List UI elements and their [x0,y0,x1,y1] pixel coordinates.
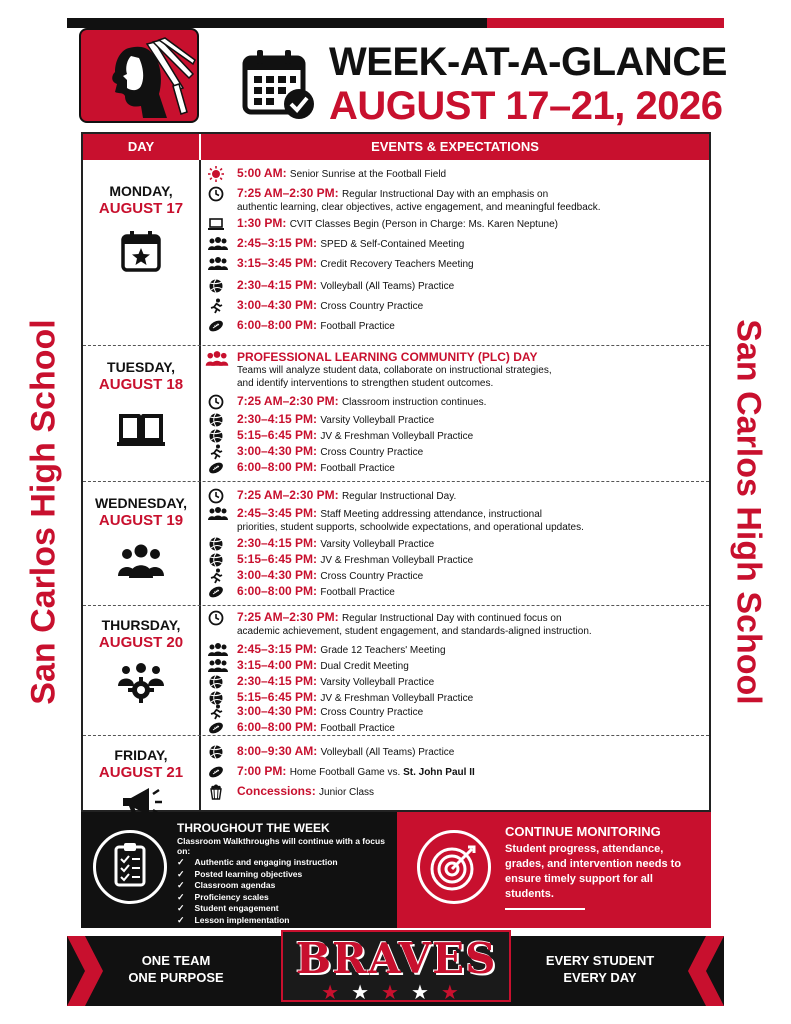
runner-icon [207,444,225,460]
footer-left-line1: ONE TEAM [141,953,211,968]
event-desc: Grade 12 Teachers' Meeting [320,645,446,656]
popcorn-icon [207,784,225,800]
football-icon [207,460,225,476]
event-text [237,237,707,251]
day-date: AUGUST 19 [98,512,184,529]
event-text [237,299,707,313]
volleyball-icon [207,428,225,444]
book-icon [115,406,167,450]
event-text [237,765,707,779]
volleyball-icon [207,536,225,552]
event-time: 8:00–9:30 AM: [237,744,321,758]
focus-item: ✓ Posted learning objectives [177,869,338,881]
column-header-events: EVENTS & EXPECTATIONS [199,134,709,160]
runner-icon [207,568,225,584]
header-stripe-red [487,18,724,28]
event-time: 5:15–6:45 PM: [237,690,321,704]
event-time: 3:15–3:45 PM: [237,256,321,270]
event-text [237,643,707,657]
star-icon: ★ [381,982,411,1004]
event-time: 5:15–6:45 PM: [237,428,321,442]
plc-line: Teams will analyze student data, collaborate on instructional strategies, [237,365,552,376]
event-desc: Credit Recovery Teachers Meeting [320,259,474,270]
event-text [237,445,707,459]
event-time: 5:15–6:45 PM: [237,552,321,566]
event-time: 7:00 PM: [237,764,290,778]
event-desc: Senior Sunrise at the Football Field [289,169,447,180]
event-desc-cont: authentic learning, clear objectives, active engagement, and meaningful feedback. [237,202,601,213]
page-date-range: AUGUST 17–21, 2026 [329,84,723,128]
event-time: 2:45–3:15 PM: [237,236,321,250]
event-text [237,675,707,689]
calendar-check-icon [241,46,317,122]
people-icon [115,540,167,584]
day-label [83,358,199,394]
event-text [237,585,707,599]
event-desc: Regular Instructional Day with continued focus on [341,613,562,624]
football-icon [207,584,225,600]
plc-title: PROFESSIONAL LEARNING COMMUNITY (PLC) DAY [237,350,538,364]
focus-item: ✓ Lesson implementation [177,915,338,927]
event-time: 6:00–8:00 PM: [237,584,321,598]
clock-icon [207,394,225,410]
event-desc: Junior Class [319,787,375,798]
star-icon: ★ [440,982,471,1004]
event-desc: Cross Country Practice [320,707,424,718]
event-desc: CVIT Classes Begin (Person in Charge: Ms. Karen Neptune) [289,219,558,230]
star-icon: ★ [410,982,441,1004]
event-time: 3:00–4:30 PM: [237,568,321,582]
clock-icon [207,610,225,626]
event-desc: Volleyball (All Teams) Practice [320,281,455,292]
event-text [237,745,707,759]
clipboard-icon [93,830,167,904]
day-label [83,182,199,218]
event-desc: Volleyball (All Teams) Practice [320,747,455,758]
group-icon [207,236,225,252]
focus-item: ✓ Classroom agendas [177,880,338,892]
stars-row [283,980,509,1005]
event-desc: Varsity Volleyball Practice [320,415,435,426]
event-text [237,257,707,271]
header [67,18,727,132]
runner-icon [207,298,225,314]
event-desc: Cross Country Practice [320,447,424,458]
target-icon [417,830,491,904]
flyer [67,18,727,1006]
event-desc: Football Practice [320,463,395,474]
event-time: 2:30–4:15 PM: [237,412,321,426]
footer-banner [67,936,724,1006]
braves-logo-icon [79,28,199,123]
event-desc: Regular Instructional Day. [341,491,457,502]
event-text [237,279,707,293]
clock-icon [207,186,225,202]
event-time: 6:00–8:00 PM: [237,720,321,734]
day-name: FRIDAY, [114,747,168,763]
event-text [237,461,707,475]
event-desc-cont: priorities, student supports, schoolwide expectations, and operational updates. [237,522,584,533]
event-desc: JV & Freshman Volleyball Practice [320,431,474,442]
laptop-icon [207,216,225,232]
day-row [83,160,709,346]
footer-slogan-right [535,952,665,986]
event-text [237,691,707,705]
event-time: 3:15–4:00 PM: [237,658,321,672]
continue-monitoring-panel [397,812,711,928]
monitoring-title: CONTINUE MONITORING [505,824,661,839]
event-time: 3:00–4:30 PM: [237,298,321,312]
event-desc: SPED & Self-Contained Meeting [320,239,465,250]
event-desc: Varsity Volleyball Practice [320,539,435,550]
event-desc: Football Practice [320,587,395,598]
day-date: AUGUST 18 [98,376,184,393]
day-row [83,736,709,812]
event-desc: Regular Instructional Day with an emphasis on [341,189,549,200]
day-label [83,746,199,782]
day-date: AUGUST 20 [98,634,184,651]
plc-line: and identify interventions to strengthen student outcomes. [237,378,494,389]
day-label [83,494,199,530]
volleyball-icon [207,552,225,568]
day-name: THURSDAY, [101,617,181,633]
footer-chevron-left-icon [67,936,107,1006]
event-time: 6:00–8:00 PM: [237,318,321,332]
event-time: 7:25 AM–2:30 PM: [237,488,342,502]
day-date: AUGUST 21 [98,764,184,781]
throughout-week-panel [81,812,397,928]
table-header [83,134,709,160]
braves-wordmark [281,930,511,1002]
event-text [237,217,707,231]
monitoring-underline [505,908,585,910]
football-icon [207,720,225,736]
event-time: 6:00–8:00 PM: [237,460,321,474]
group-icon [207,658,225,674]
event-desc: Home Football Game vs. [289,767,401,778]
event-time: 3:00–4:30 PM: [237,704,321,718]
day-row [83,482,709,606]
day-label [83,616,199,652]
event-text [237,537,707,551]
event-text [237,569,707,583]
page-title: WEEK-AT-A-GLANCE [329,40,727,84]
footer-slogan-left [111,952,241,986]
event-time: 7:25 AM–2:30 PM: [237,610,342,624]
volleyball-icon [207,744,225,760]
group-icon [203,350,231,366]
event-desc: Classroom instruction continues. [341,397,487,408]
event-text [237,611,707,638]
star-icon: ★ [351,982,382,1004]
schedule-table [81,132,711,812]
plc-text [237,351,707,390]
volleyball-icon [207,412,225,428]
star-icon: ★ [321,982,352,1004]
day-name: TUESDAY, [107,359,175,375]
day-row [83,346,709,482]
volleyball-icon [207,674,225,690]
event-desc-cont: academic achievement, student engagement, and standards-aligned instruction. [237,626,592,637]
clock-icon [207,488,225,504]
event-time: 2:45–3:45 PM: [237,506,321,520]
event-text [237,413,707,427]
event-time: 2:45–3:15 PM: [237,642,321,656]
runner-icon [207,704,225,720]
event-time: 1:30 PM: [237,216,290,230]
footer-chevron-right-icon [684,936,724,1006]
footer-right-line2: EVERY DAY [563,970,637,985]
event-time: 2:30–4:15 PM: [237,536,321,550]
day-date: AUGUST 17 [98,200,184,217]
event-desc: Dual Credit Meeting [320,661,409,672]
event-text [237,553,707,567]
focus-item: ✓ Proficiency scales [177,892,338,904]
event-time: Concessions: [237,784,320,798]
event-opponent: St. John Paul II [400,767,475,778]
focus-item: ✓ Authentic and engaging instruction [177,857,338,869]
event-time: 5:00 AM: [237,166,290,180]
throughout-title: THROUGHOUT THE WEEK [177,821,330,835]
day-name: WEDNESDAY, [94,495,188,511]
event-time: 2:30–4:15 PM: [237,674,321,688]
event-desc: Varsity Volleyball Practice [320,677,435,688]
group-icon [207,642,225,658]
school-name-right: San Carlos High School [729,319,768,705]
event-time: 3:00–4:30 PM: [237,444,321,458]
monitoring-text: Student progress, attendance, grades, and intervention needs to ensure timely support for all students. [505,843,682,900]
football-icon [207,764,225,780]
event-text [237,395,707,409]
braves-text: BRAVES [295,934,497,983]
day-row [83,606,709,736]
event-text [237,659,707,673]
event-time: 2:30–4:15 PM: [237,278,321,292]
football-icon [207,318,225,334]
event-text [237,319,707,333]
event-text [237,429,707,443]
focus-item: ✓ Student engagement [177,903,338,915]
event-desc: Football Practice [320,723,395,734]
event-text [237,167,707,181]
group-icon [207,506,225,522]
walkthrough-focus-list [177,857,338,926]
event-desc: Staff Meeting addressing attendance, instructional [320,509,542,520]
event-text [237,507,707,534]
event-desc: Football Practice [320,321,395,332]
event-text [237,489,707,503]
footer-left-line2: ONE PURPOSE [128,970,224,985]
event-time: 7:25 AM–2:30 PM: [237,394,342,408]
school-name-left: San Carlos High School [24,319,63,705]
event-desc: JV & Freshman Volleyball Practice [320,555,474,566]
team-gear-icon [115,660,167,704]
group-icon [207,256,225,272]
calendar-star-icon [115,230,167,274]
event-desc: JV & Freshman Volleyball Practice [320,693,474,704]
footer-right-line1: EVERY STUDENT [545,953,655,968]
sun-icon [207,166,225,182]
throughout-subtitle: Classroom Walkthroughs will continue with a focus on: [177,836,385,856]
event-text [237,187,707,214]
event-text [237,705,707,719]
event-desc: Cross Country Practice [320,301,424,312]
event-time: 7:25 AM–2:30 PM: [237,186,342,200]
event-text [237,785,707,799]
event-desc: Cross Country Practice [320,571,424,582]
day-name: MONDAY, [109,183,173,199]
event-text [237,721,707,735]
column-header-day: DAY [127,139,155,154]
volleyball-icon [207,278,225,294]
